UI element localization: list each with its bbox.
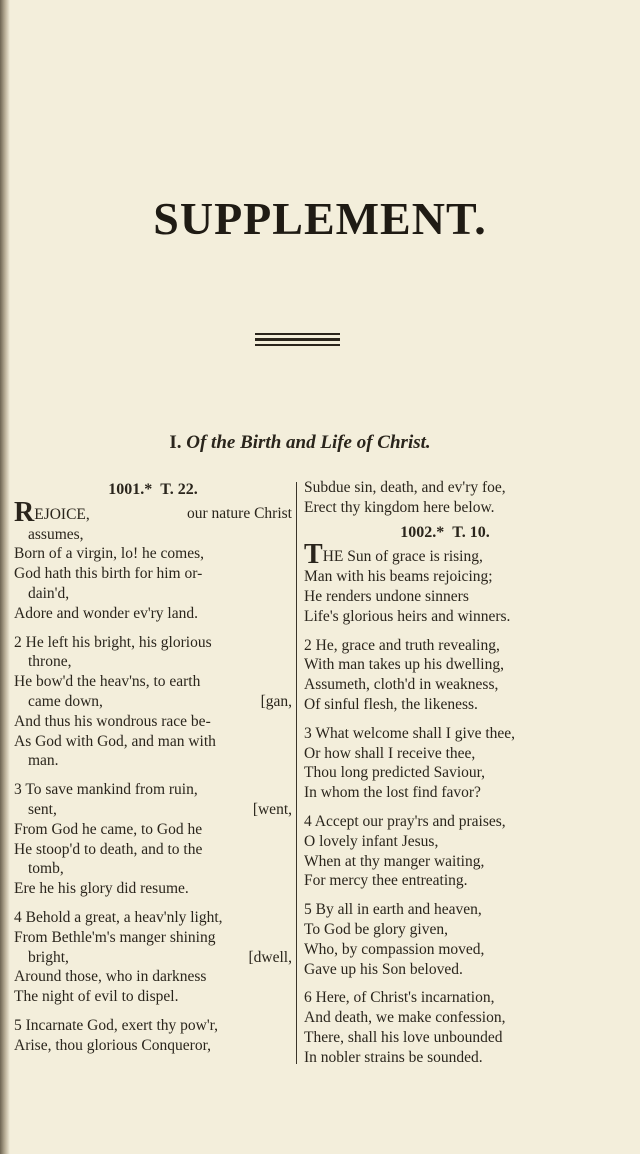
verse-line: 3 What welcome shall I give thee, xyxy=(304,724,516,742)
verse-line: 6 Here, of Christ's incarnation, xyxy=(304,989,495,1007)
verse-line: Gave up his Son beloved. xyxy=(304,960,463,978)
verse-line: Around those, who in darkness xyxy=(14,968,207,986)
page-title: SUPPLEMENT. xyxy=(153,193,487,244)
hymn-verse xyxy=(304,539,586,626)
drop-capital: T xyxy=(304,539,323,571)
verse-line: Man with his beams rejoicing; xyxy=(304,568,493,586)
verse-line: THE Sun of grace is rising, xyxy=(304,539,483,571)
verse-line: There, shall his love unbounded xyxy=(304,1028,503,1046)
verse-line: man. xyxy=(28,752,59,770)
drop-capital: R xyxy=(14,496,35,528)
verse-line: As God with God, and man with xyxy=(14,732,216,750)
verse-line: For mercy thee entreating. xyxy=(304,872,468,890)
verse-line: Erect thy kingdom here below. xyxy=(304,498,495,516)
verse-line: O lovely infant Jesus, xyxy=(304,832,439,850)
hymn-tune: T. 10. xyxy=(452,523,490,541)
column-divider xyxy=(296,482,297,1064)
verse-line: Assumeth, cloth'd in weakness, xyxy=(304,676,499,694)
verse-line: Thou long predicted Saviour, xyxy=(304,764,486,782)
right-column xyxy=(304,478,586,1077)
hymn-verse xyxy=(304,724,586,803)
verse-line: tomb, xyxy=(28,860,64,878)
left-column xyxy=(14,478,292,1065)
verse-line: He bow'd the heav'ns, to earth xyxy=(14,673,201,691)
verse-line: 3 To save mankind from ruin, xyxy=(14,781,198,799)
verse-line: came down, [gan, xyxy=(28,692,292,710)
hymn-verse xyxy=(304,812,586,891)
first-word: EJOICE, xyxy=(34,505,90,523)
hymn-tune: T. 22. xyxy=(160,481,198,498)
first-word: HE xyxy=(322,548,344,566)
verse-line: With man takes up his dwelling, xyxy=(304,656,504,674)
verse-line: REJOICE, our nature Christ xyxy=(14,496,292,528)
hymn-number: 1001.* xyxy=(108,481,153,498)
verse-line: From God he came, to God he xyxy=(14,820,203,838)
hymn-number: 1002.* xyxy=(400,523,445,541)
hymn-verse xyxy=(14,908,292,1007)
hymn-verse xyxy=(14,633,292,772)
verse-line: From Bethle'm's manger shining xyxy=(14,928,216,946)
verse-line: 5 Incarnate God, exert thy pow'r, xyxy=(14,1016,219,1034)
verse-line: Adore and wonder ev'ry land. xyxy=(14,604,198,622)
verse-line: Born of a virgin, lo! he comes, xyxy=(14,545,204,563)
verse-line: To God be glory given, xyxy=(304,920,448,938)
verse-line: He stoop'd to death, and to the xyxy=(14,840,203,858)
verse-line: 2 He left his bright, his glorious xyxy=(14,633,212,651)
verse-line: bright, [dwell, xyxy=(28,948,292,966)
verse-line: throne, xyxy=(28,653,72,671)
verse-line: dain'd, xyxy=(28,584,70,602)
hymn-verse xyxy=(304,900,586,979)
hymn-verse xyxy=(304,636,586,715)
verse-line: 2 He, grace and truth revealing, xyxy=(304,636,500,654)
hymn-verse-continued xyxy=(304,478,586,518)
hymn-verse xyxy=(14,496,292,624)
verse-line: Who, by compassion moved, xyxy=(304,940,485,958)
verse-line: When at thy manger waiting, xyxy=(304,852,485,870)
verse-line: He renders undone sinners xyxy=(304,587,469,605)
ornamental-rule-middle xyxy=(255,338,340,341)
ornamental-rule-bottom xyxy=(255,344,340,346)
verse-line: 4 Accept our pray'rs and praises, xyxy=(304,812,506,830)
verse-line: sent, [went, xyxy=(28,800,292,818)
verse-line: Subdue sin, death, and ev'ry foe, xyxy=(304,479,506,496)
hymn-verse xyxy=(304,988,586,1067)
verse-line: Life's glorious heirs and winners. xyxy=(304,607,511,625)
hymn-header xyxy=(14,480,292,500)
verse-line: The night of evil to dispel. xyxy=(14,988,179,1006)
verse-line: Arise, thou glorious Conqueror, xyxy=(14,1036,211,1054)
verse-line: Or how shall I receive thee, xyxy=(304,744,476,762)
hymn-verse xyxy=(14,1016,292,1056)
section-heading xyxy=(0,432,600,454)
hymn-verse xyxy=(14,780,292,899)
page-binding-edge xyxy=(0,0,10,1154)
section-number: I. xyxy=(169,432,182,453)
verse-line: And death, we make confession, xyxy=(304,1009,506,1027)
hymn-header xyxy=(304,523,586,543)
ornamental-rule-top xyxy=(255,333,340,335)
verse-line: 4 Behold a great, a heav'nly light, xyxy=(14,908,223,926)
verse-line: 5 By all in earth and heaven, xyxy=(304,901,482,919)
verse-line: God hath this birth for him or- xyxy=(14,565,203,583)
verse-line: Ere he his glory did resume. xyxy=(14,880,189,898)
verse-line: assumes, xyxy=(28,525,84,543)
verse-line: And thus his wondrous race be- xyxy=(14,712,211,730)
verse-line: Of sinful flesh, the likeness. xyxy=(304,695,478,713)
verse-line: In whom the lost find favor? xyxy=(304,784,481,802)
verse-line: In nobler strains be sounded. xyxy=(304,1048,483,1066)
section-title: Of the Birth and Life of Christ. xyxy=(186,432,431,453)
